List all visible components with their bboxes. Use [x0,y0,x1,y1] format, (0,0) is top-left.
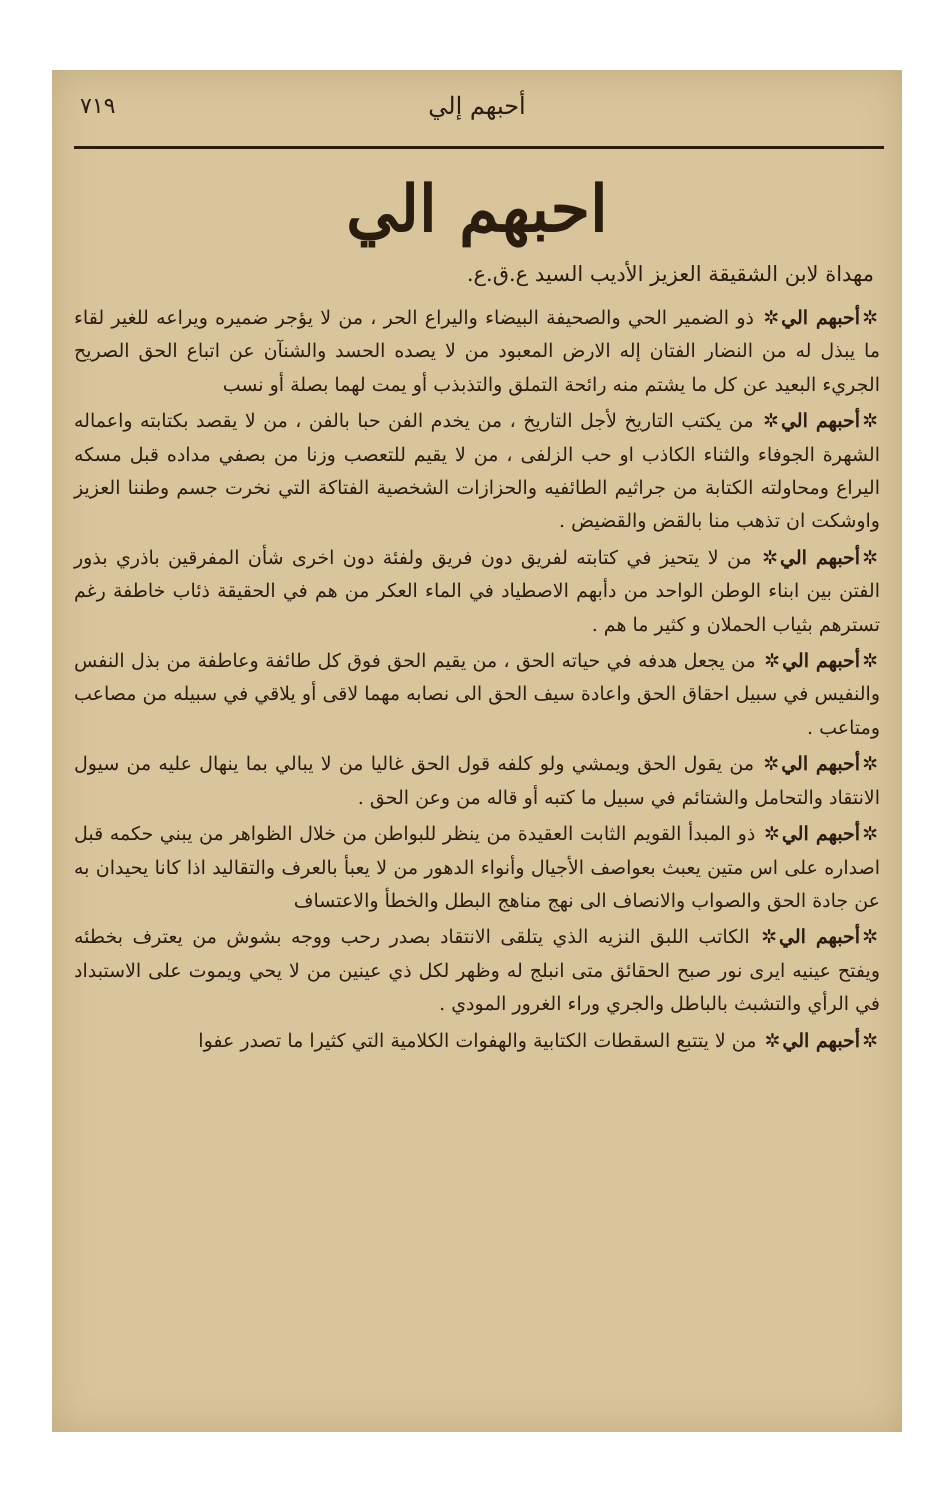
paragraph-text: من يكتب التاريخ لأجل التاريخ ، من يخدم الفن حبا بالفن ، من لا يقصد بكتابته واعماله الشهرة الجوفاء والثناء الكاذب او حب الزلفى ، من لا يقيم للتعصب وزنا من بصفي مداده قبل مسكه اليراع ومحاولته الكتابة من جراثيم الطائفيه والحزازات الشخصية الفتاكة التي نخرت جسم وطننا العزيز واوشكت ان تذهب منا بالقض والقضيض . [74,410,880,533]
star-ornament-icon: ✲ [763,823,780,846]
star-ornament-icon: ✲ [862,1029,878,1052]
paragraph-lead: ✲أحبهم الي✲ [763,410,878,433]
paragraph-lead: ✲أحبهم الي✲ [764,650,879,673]
star-ornament-icon: ✲ [761,926,778,949]
star-ornament-icon: ✲ [862,546,878,569]
paragraph [74,302,880,402]
paragraph-lead: ✲أحبهم الي✲ [763,823,878,846]
star-ornament-icon: ✲ [862,926,878,949]
star-ornament-icon: ✲ [763,753,780,776]
running-head [52,88,902,128]
star-ornament-icon: ✲ [762,546,779,569]
star-ornament-icon: ✲ [862,307,878,329]
paragraph-text: الكاتب اللبق النزيه الذي يتلقى الانتقاد بصدر رحب ووجه بشوش من يعترف بخطئه ويفتح عينيه ايرى نور صبح الحقائق متى انبلج له وظهر لكل ذي عينين من لا يحي ويموت على الاستبداد في الرأي والتشبث بالباطل والجري وراء الغرور المودي . [74,926,880,1016]
paragraph-lead: ✲أحبهم الي✲ [763,753,879,776]
dedication: مهداة لابن الشقيقة العزيز الأديب السيد ع.ق.ع. [466,262,874,286]
star-ornament-icon: ✲ [862,410,878,433]
star-ornament-icon: ✲ [764,1029,781,1052]
paragraph-text: من لا يتتبع السقطات الكتابية والهفوات الكلامية التي كثيرا ما تصدر عفوا [198,1029,757,1052]
paragraph-text: ذو المبدأ القويم الثابت العقيدة من ينظر للبواطن من خلال الظواهر من يبني حكمه قبل اصداره على اس متين يعبث بعواصف الأجيال وأنواء الدهور من لا يعبأ بالعرف والتقاليد اذا كانا يحيدان به عن جادة الحق والصواب والانصاف الى نهج مناهج البطل والخطأ والاعتساف [74,823,880,912]
star-ornament-icon: ✲ [763,307,780,329]
paragraph [74,542,880,642]
paragraph [74,1025,880,1058]
star-ornament-icon: ✲ [763,410,779,433]
paragraph-lead: ✲أحبهم الي✲ [762,546,878,569]
star-ornament-icon: ✲ [764,650,781,673]
paragraph-lead: ✲أحبهم الي✲ [764,1029,878,1052]
paragraph [74,921,880,1021]
page-number: ٧١٩ [80,94,116,119]
article-title: احبهم الي [346,172,608,247]
paragraph-lead: ✲أحبهم الي✲ [763,307,878,329]
book-page [52,70,902,1432]
paragraph-text: من لا يتحيز في كتابته لفريق دون فريق ولفئة دون اخرى شأن المفرقين باذري بذور الفتن بين ابناء الوطن الواحد من دأبهم الاصطياد في الماء العكر من هم في الحقيقة ذئاب خاطفة رغم تسترهم بثياب الحملان و كثير ما هم . [74,546,880,636]
paragraph [74,405,880,539]
paragraph [74,818,880,918]
running-title: أحبهم إلي [428,92,526,120]
paragraph [74,645,880,745]
star-ornament-icon: ✲ [862,650,879,673]
paragraph-text: من يجعل هدفه في حياته الحق ، من يقيم الحق فوق كل طائفة وعاطفة من بذل النفس والنفيس في سبيل احقاق الحق واعادة سيف الحق الى نصابه مهما لاقى أو يلاقي في سبيله من مصاعب ومتاعب . [74,650,880,739]
article-body [74,302,880,1061]
header-rule [74,146,884,149]
paragraph [74,748,880,815]
paragraph-text: من يقول الحق ويمشي ولو كلفه قول الحق غاليا من لا يبالي بما ينهال عليه من سيول الانتقاد والتحامل والشتائم في سبيل ما كتبه أو قاله من وعن الحق . [74,753,880,809]
star-ornament-icon: ✲ [862,823,878,846]
star-ornament-icon: ✲ [862,753,879,776]
paragraph-text: ذو الضمير الحي والصحيفة البيضاء واليراع الحر ، من لا يؤجر ضميره ويراعه للغير لقاء ما يبذل له من النضار الفتان إله الارض المعبود من لا يصده الحسد والشنآن عن اتباع الحق الصريح الجريء البعيد عن كل ما يشتم منه رائحة التملق والتذبذب أو يمت لهما بصلة أو نسب [74,307,880,396]
paragraph-lead: ✲أحبهم الي✲ [761,926,878,949]
